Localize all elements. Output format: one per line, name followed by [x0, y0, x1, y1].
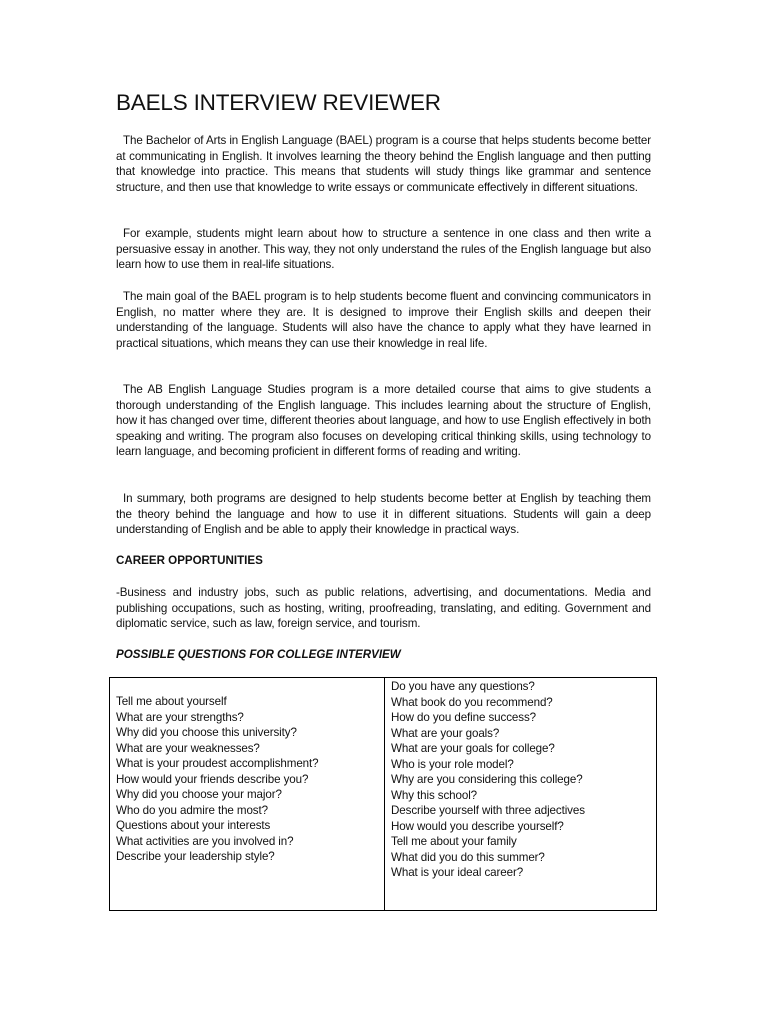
- question-item: Describe yourself with three adjectives: [391, 804, 585, 817]
- question-item: How do you define success?: [391, 711, 536, 724]
- question-item: Tell me about yourself: [116, 695, 227, 708]
- document-title: BAELS INTERVIEW REVIEWER: [116, 90, 441, 115]
- question-item: Tell me about your family: [391, 835, 517, 848]
- interview-questions-heading: POSSIBLE QUESTIONS FOR COLLEGE INTERVIEW: [116, 648, 401, 661]
- question-item: Why did you choose this university?: [116, 726, 297, 739]
- question-item: Why this school?: [391, 788, 478, 802]
- question-item: Who do you admire the most?: [116, 803, 268, 817]
- career-opportunities-heading: CAREER OPPORTUNITIES: [116, 554, 263, 567]
- paragraph-ab-english: The AB English Language Studies program is a more detailed course that aims to give students a thorough understanding of the English language. This includes learning about the structure of English, how it has changed over time, different theories about language, and how to use English effectively in both speaking and writing. The program also focuses on developing critical thinking skills, using technology to learn language, and becoming proficient in different forms of reading and writing.: [116, 383, 651, 458]
- question-item: What are your strengths?: [116, 710, 244, 724]
- question-item: What activities are you involved in?: [116, 834, 294, 848]
- question-item: How would you describe yourself?: [391, 819, 564, 833]
- question-item: Why are you considering this college?: [391, 773, 583, 786]
- questions-left-column: [116, 694, 319, 865]
- question-item: What is your ideal career?: [391, 866, 524, 879]
- question-item: How would your friends describe you?: [116, 772, 309, 786]
- paragraph-example: For example, students might learn about how to structure a sentence in one class and then write a persuasive essay in another. This way, they not only understand the rules of the English language but also learn how to use them in real-life situations.: [116, 227, 651, 271]
- question-item: Why did you choose your major?: [116, 788, 282, 801]
- question-item: What are your goals?: [391, 726, 500, 740]
- question-item: What book do you recommend?: [391, 695, 553, 709]
- question-item: What is your proudest accomplishment?: [116, 757, 319, 770]
- question-item: What are your weaknesses?: [116, 741, 260, 755]
- questions-right-column: [391, 679, 585, 881]
- question-item: What did you do this summer?: [391, 850, 545, 864]
- question-item: Describe your leadership style?: [116, 850, 275, 863]
- paragraph-summary: In summary, both programs are designed to help students become better at English by teaching them the theory behind the language and how to use it in different situations. Students will gain a deep understanding of English and be able to apply their knowledge in practical ways.: [116, 492, 651, 536]
- question-item: Questions about your interests: [116, 819, 271, 832]
- paragraph-main-goal: The main goal of the BAEL program is to help students become fluent and convincing communicators in English, no matter where they are. It is designed to improve their English skills and deepen their understanding of the language. Students will also have the chance to apply what they have learned in practical situations, which means they can use their knowledge in real life.: [116, 290, 651, 350]
- table-column-divider: [384, 678, 385, 910]
- question-item: What are your goals for college?: [391, 742, 555, 755]
- paragraph-bael-intro: The Bachelor of Arts in English Language (BAEL) program is a course that helps students become better at communicating in English. It involves learning the theory behind the English language and then putting that knowledge into practice. This means that students will study things like grammar and sentence structure, and then use that knowledge to write essays or communicate effectively in different situations.: [116, 134, 651, 194]
- career-opportunities-text: -Business and industry jobs, such as public relations, advertising, and documentations. Media and publishing occupations, such as hosting, writing, proofreading, translating, and editing. Government and diplomatic service, such as law, foreign service, and tourism.: [116, 586, 651, 630]
- interview-questions-table: [109, 677, 657, 911]
- question-item: Who is your role model?: [391, 757, 514, 771]
- question-item: Do you have any questions?: [391, 680, 535, 693]
